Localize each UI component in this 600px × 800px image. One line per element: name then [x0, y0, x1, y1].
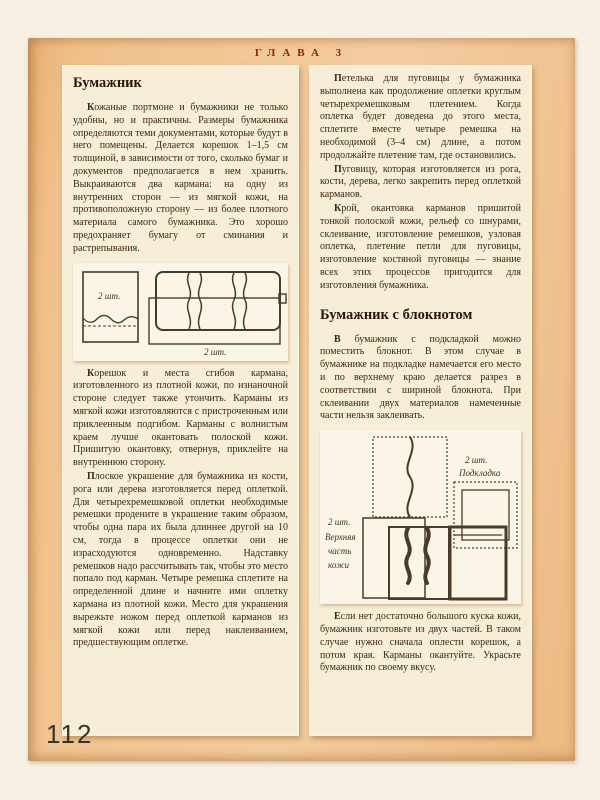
leather-label-line3: кожи: [328, 560, 350, 571]
wallet-notebook-figure: [320, 430, 521, 604]
lining-inner-rect: [462, 490, 509, 540]
assembled-wavy-strip-1: [406, 528, 409, 583]
stitched-piece-wavy-line: [407, 437, 412, 517]
wallet-pattern-drawing: [76, 266, 287, 358]
pattern-small-wavy-cut: [83, 315, 138, 322]
pattern-large-front-rect: [156, 272, 280, 330]
paragraph: Пуговицу, которая изготовляется из рога, кости, дерева, легко закрепить перед оплеткой карманов.: [320, 163, 521, 201]
pattern-wavy-strip-2b: [244, 273, 247, 329]
paragraph: Крой, окантовка карманов пришитой тонкой полоской кожи, рельеф со шнурами, склеивание, изготовление ремешков, узловая оплетка, плетение петли для пуговицы, изготовление костяной пуговицы — знание всех этих процессов пригодится для изготовления бумажника.: [320, 202, 521, 291]
assembled-right-rect: [450, 527, 506, 599]
lining-count-label: 2 шт.: [465, 455, 488, 466]
leather-count-label: 2 шт.: [328, 517, 351, 528]
lining-label: Подкладка: [459, 468, 501, 479]
right-column-panel: [309, 65, 532, 736]
pattern-wavy-strip-1a: [188, 273, 191, 329]
paragraph: Петелька для пуговицы у бумажника выполнена как продолжение оплетки круглым четырехремешковым плетением. Когда оплетка будет доведена до этого места, сплетите вместе четыре ремешка на необходимой (3–4 см) длине, а потом продолжайте плетение там, где остановились.: [320, 73, 521, 161]
paragraph: В бумажник с подкладкой можно поместить блокнот. В этом случае в бумажнике на подкладке намечается его место и по верхнему краю делается разрез в соответствии с шириной блокнота. При склеивании двух материалов намеченные части нельзя заклеивать.: [320, 333, 521, 422]
left-column-panel: [62, 65, 299, 736]
pattern-wavy-strip-2a: [233, 273, 236, 329]
book-page: [28, 38, 575, 761]
paragraph: Кожаные портмоне и бумажники не только удобны, но и практичны. Размеры бумажника определяются теми документами, которые будут в него помещены. Делается корешок 1–1,5 см толщиной, в зависимости от того, сколько бумаг и документов предполагается в нем хранить. Выкраиваются два кармана: на одну из внутренних сторон — из мягкой кожи, на противоположную сторону — из более плотного материала самого бумажника. Это хорошо предохраняет бумагу от сминания и растрепывания.: [73, 102, 288, 254]
leather-piece-rect: [363, 518, 425, 598]
wallet-pattern-figure: [73, 263, 288, 361]
assembled-left-rect: [389, 527, 449, 599]
pattern-large-label: 2 шт.: [204, 346, 227, 357]
section-heading-wallet: Бумажник: [73, 75, 142, 91]
pattern-small-rect: [83, 272, 138, 342]
paragraph: Если нет достаточно большого куска кожи, бумажник изготовьте из двух частей. В таком случае нужно сначала оплести корешок, а потом края. Карманы окантуйте. Украсьте бумажник по своему вкусу.: [320, 611, 521, 674]
pattern-small-label: 2 шт.: [98, 290, 121, 301]
chapter-header: ГЛАВА 3: [254, 47, 349, 59]
lining-outer-rect: [454, 482, 517, 548]
leather-label-line1: Верхняя: [325, 532, 356, 543]
leather-label-line2: часть: [328, 546, 352, 557]
page-number: 112: [46, 719, 94, 749]
pattern-large-back-rect: [149, 298, 280, 344]
pattern-wavy-strip-1b: [199, 273, 202, 329]
section-heading-wallet-notebook: Бумажник с блокнотом: [320, 306, 473, 323]
paragraph: Корешок и места сгибов кармана, изготовленного из плотной кожи, по изнаночной стороне следует также утончить. Карманы из мягкой кожи изготовляются с пристроченным или приклеенным подгибом. Карманы с волнистым краем лучше окантовать полоской кожи. Пришитую окантовку, отвернув, приклейте на внутреннюю сторону.: [73, 367, 288, 469]
assembled-wavy-strip-2: [425, 528, 428, 583]
paragraph: Плоское украшение для бумажника из кости, рога или дерева изготовляется перед оплеткой. Для четырехремешковой оплетки необходимые ремешки продените в украшение таким образом, чтобы одна пара их была длиннее другой на 10 см, тогда в процессе оплетки они не израсходуются одновременно. Надставку ремешков надо рассчитывать так, чтобы это место попало под карман. Четыре ремешка сплетите на определенной длине и начните ими оплетку кармана из плотной кожи. Место для украшения вырежьте ножом перед оплеткой карманов из мягкой кожи или перед наклеиванием, предшествующим оплетке.: [73, 470, 288, 649]
wallet-notebook-drawing: [323, 433, 520, 601]
